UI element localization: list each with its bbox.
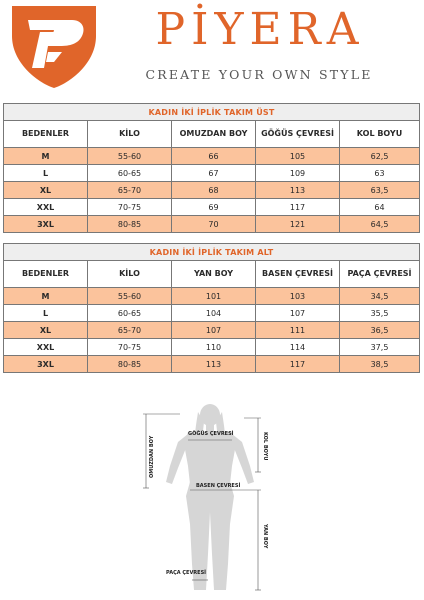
size-table-top [3, 103, 420, 233]
table-cell: 70 [172, 216, 256, 233]
sleeve-length-measure-label: KOL BOYU [262, 432, 268, 461]
table-cell: 63,5 [340, 182, 420, 199]
column-header: PAÇA ÇEVRESİ [340, 261, 420, 288]
column-header: BASEN ÇEVRESİ [256, 261, 340, 288]
table-cell: 65-70 [88, 182, 172, 199]
table-cell: XL [4, 322, 88, 339]
table-cell: 55-60 [88, 148, 172, 165]
table-cell: 67 [172, 165, 256, 182]
table-cell: 103 [256, 288, 340, 305]
table-cell: 66 [172, 148, 256, 165]
header [0, 0, 424, 95]
table-row [4, 305, 420, 322]
table-cell: 80-85 [88, 216, 172, 233]
column-header: KOL BOYU [340, 121, 420, 148]
table-cell: 62,5 [340, 148, 420, 165]
table-title: KADIN İKİ İPLİK TAKIM ALT [4, 244, 420, 261]
table-cell: 38,5 [340, 356, 420, 373]
table-cell: 3XL [4, 356, 88, 373]
table-cell: 37,5 [340, 339, 420, 356]
column-header: KİLO [88, 261, 172, 288]
brand-tagline: CREATE YOUR OWN STYLE [145, 67, 373, 82]
table-cell: 121 [256, 216, 340, 233]
table-row [4, 216, 420, 233]
table-cell: 60-65 [88, 165, 172, 182]
table-row [4, 339, 420, 356]
table-cell: 109 [256, 165, 340, 182]
table-cell: 113 [256, 182, 340, 199]
side-length-measure-label: YAN BOY [262, 524, 268, 549]
table-cell: 65-70 [88, 322, 172, 339]
column-header: KİLO [88, 121, 172, 148]
table-cell: 111 [256, 322, 340, 339]
table-cell: 68 [172, 182, 256, 199]
column-header: OMUZDAN BOY [172, 121, 256, 148]
table-cell: 64,5 [340, 216, 420, 233]
brand-name: PİYERA [155, 4, 365, 55]
table-cell: M [4, 288, 88, 305]
table-cell: 60-65 [88, 305, 172, 322]
table-cell: 113 [172, 356, 256, 373]
table-cell: XL [4, 182, 88, 199]
table-row [4, 356, 420, 373]
column-header: BEDENLER [4, 121, 88, 148]
table-title: KADIN İKİ İPLİK TAKIM ÜST [4, 104, 420, 121]
measurement-figure [140, 404, 280, 596]
table-cell: 34,5 [340, 288, 420, 305]
table-row [4, 165, 420, 182]
table-cell: 69 [172, 199, 256, 216]
table-cell: 35,5 [340, 305, 420, 322]
table-cell: 36,5 [340, 322, 420, 339]
column-header: BEDENLER [4, 261, 88, 288]
table-cell: 104 [172, 305, 256, 322]
table-cell: 107 [256, 305, 340, 322]
table-cell: 64 [340, 199, 420, 216]
shoulder-length-measure-label: OMUZDAN BOY [149, 435, 155, 478]
table-cell: 80-85 [88, 356, 172, 373]
chest-measure-label: GÖĞÜS ÇEVRESİ [188, 431, 234, 437]
table-cell: 105 [256, 148, 340, 165]
table-row [4, 322, 420, 339]
hip-measure-label: BASEN ÇEVRESİ [196, 483, 241, 489]
table-cell: XXL [4, 199, 88, 216]
table-cell: 107 [172, 322, 256, 339]
table-cell: 55-60 [88, 288, 172, 305]
table-cell: L [4, 165, 88, 182]
table-cell: 70-75 [88, 339, 172, 356]
table-cell: 117 [256, 199, 340, 216]
table-cell: M [4, 148, 88, 165]
table-row [4, 182, 420, 199]
table-row [4, 148, 420, 165]
column-header: YAN BOY [172, 261, 256, 288]
column-header: GÖĞÜS ÇEVRESİ [256, 121, 340, 148]
table-row [4, 288, 420, 305]
table-cell: 114 [256, 339, 340, 356]
size-table-bottom [3, 243, 420, 373]
table-cell: L [4, 305, 88, 322]
table-cell: 70-75 [88, 199, 172, 216]
table-cell: 3XL [4, 216, 88, 233]
table-cell: 101 [172, 288, 256, 305]
leg-opening-measure-label: PAÇA ÇEVRESİ [166, 570, 207, 576]
piyera-logo-icon [8, 2, 100, 90]
table-cell: 110 [172, 339, 256, 356]
table-cell: 63 [340, 165, 420, 182]
table-row [4, 199, 420, 216]
table-cell: XXL [4, 339, 88, 356]
table-cell: 117 [256, 356, 340, 373]
